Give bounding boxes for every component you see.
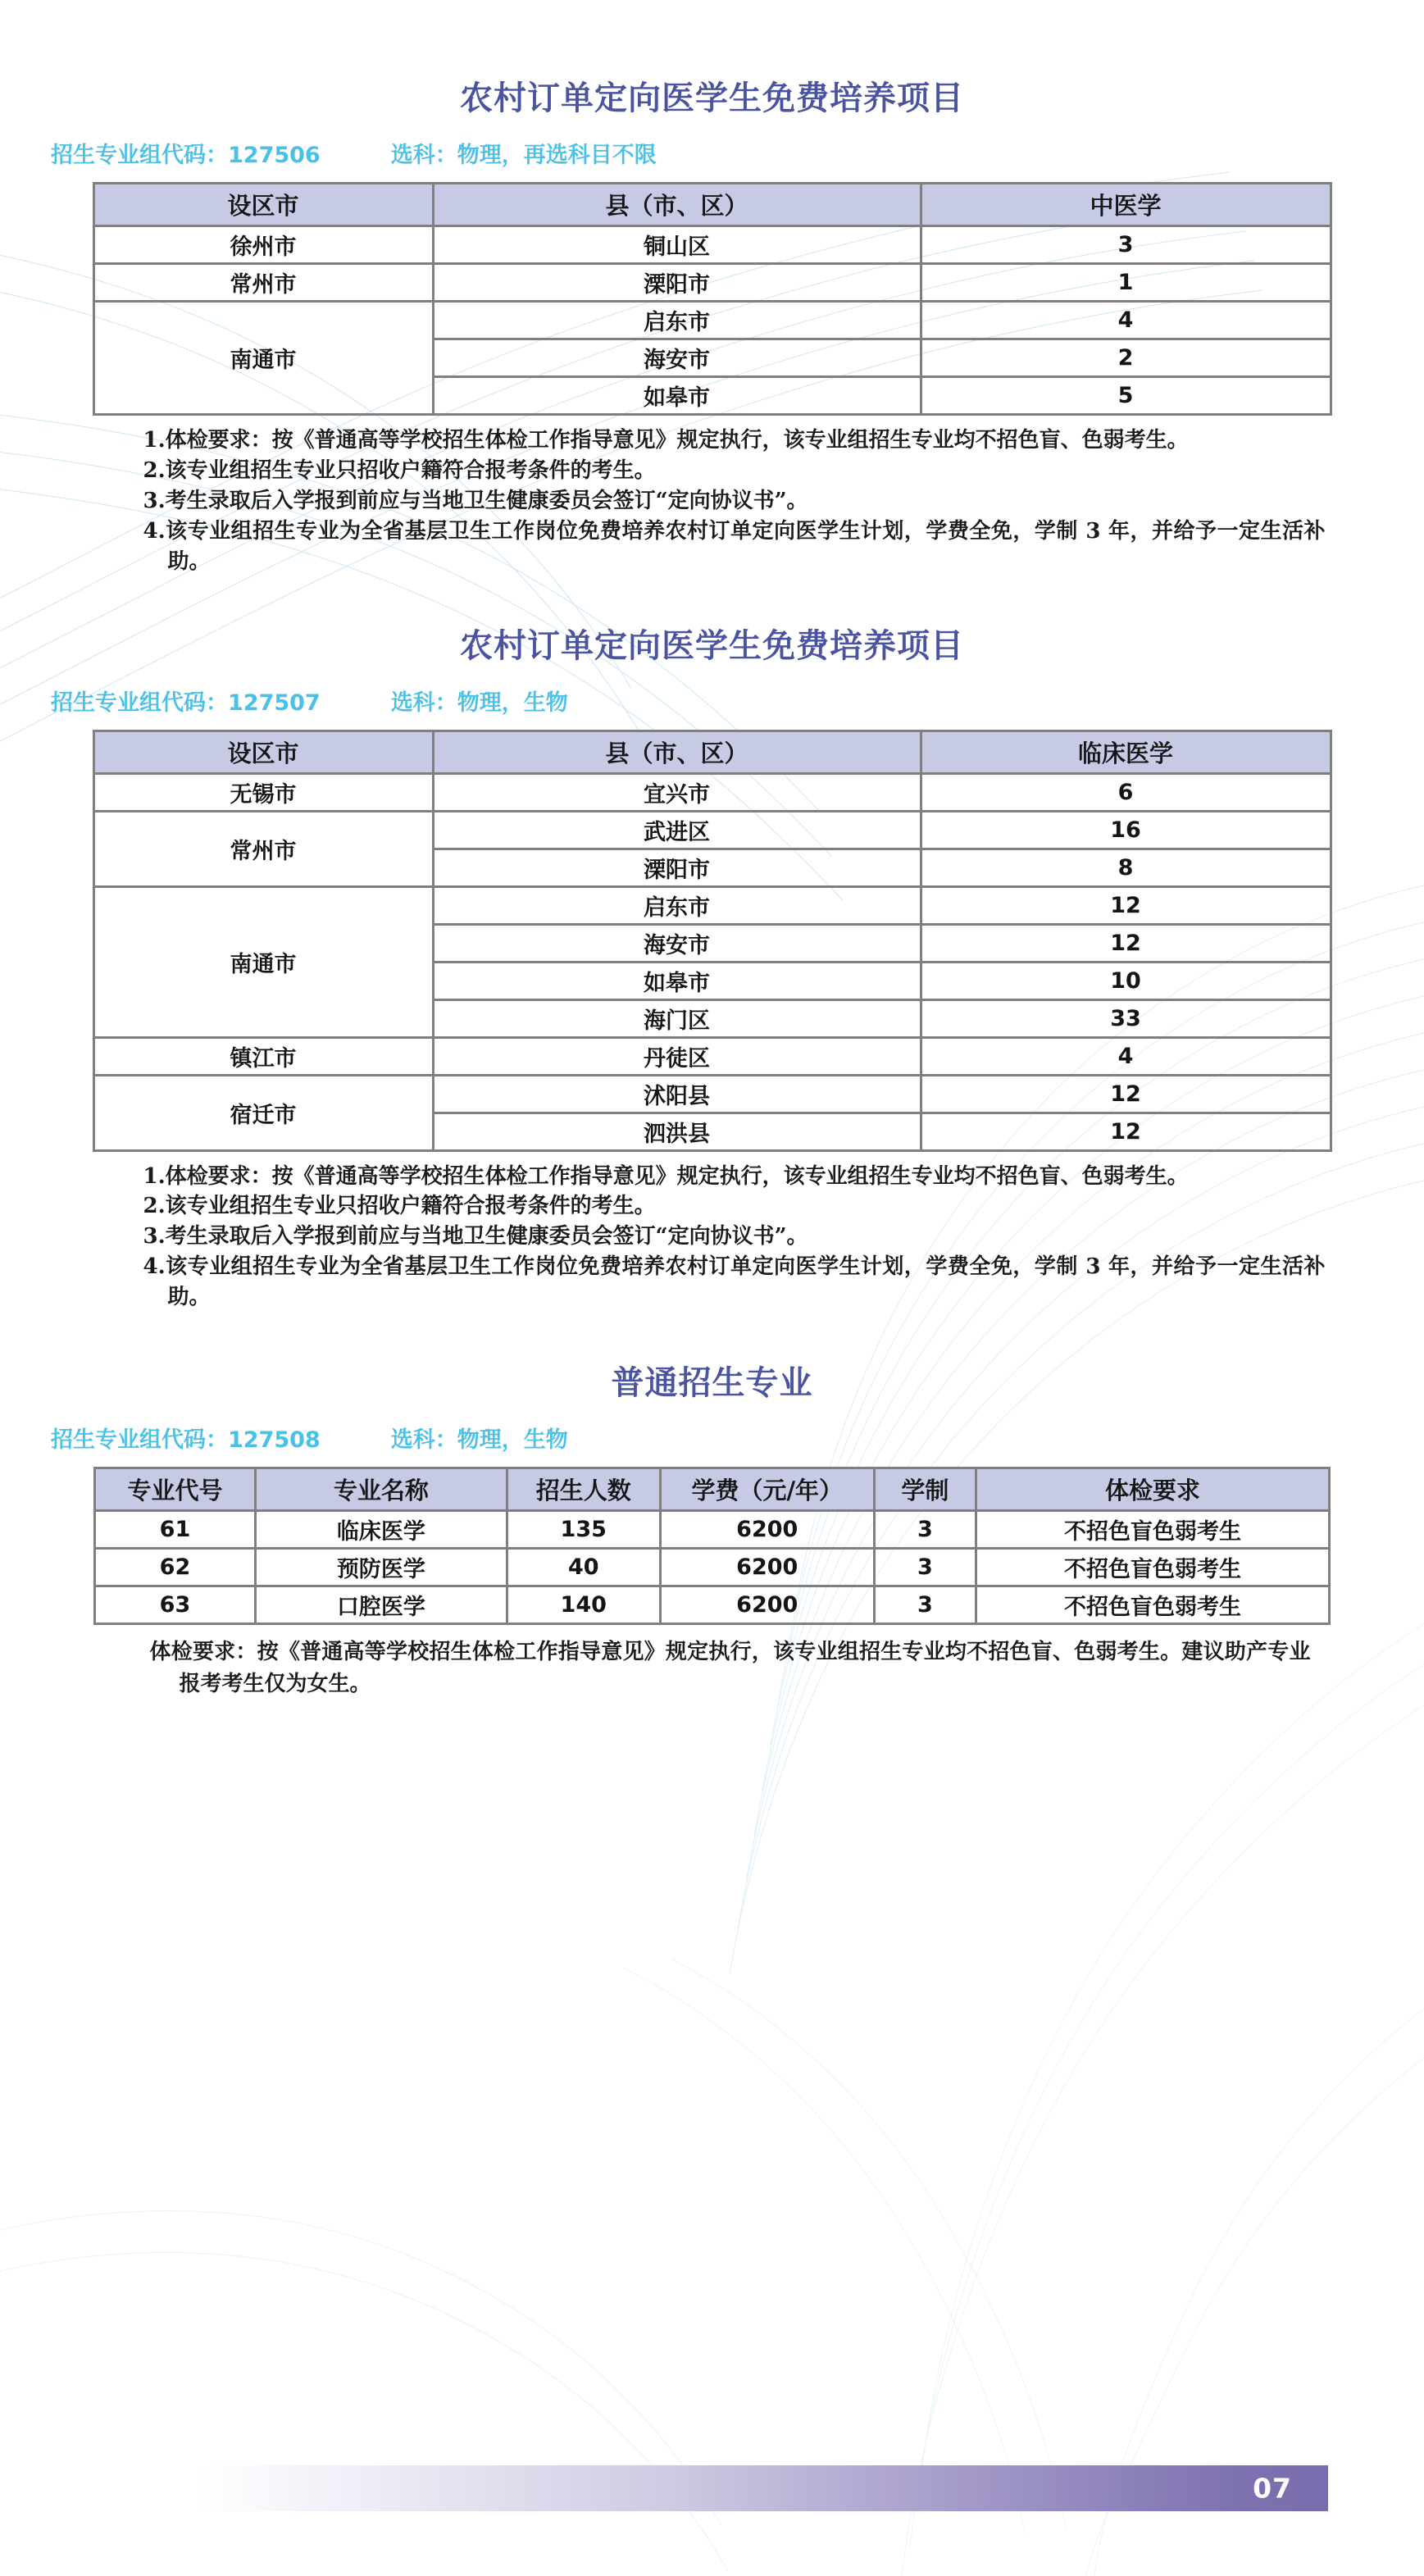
- column-header-major-name: 专业名称: [255, 1468, 507, 1511]
- column-header-enrollment: 招生人数: [507, 1468, 660, 1511]
- meta-row: [0, 1422, 1424, 1454]
- cell-count: 10: [921, 962, 1331, 999]
- plan-table-127507: [93, 730, 1332, 1152]
- note-item: 体检要求：按《普通高等学校招生体检工作指导意见》规定执行，该专业组招生专业均不招色盲、色弱考生。建议助产专业报考考生仅为女生。: [149, 1640, 1311, 1697]
- note-item: 3.考生录取后入学报到前应与当地卫生健康委员会签订“定向协议书”。: [143, 1224, 808, 1249]
- cell-county: 海门区: [433, 999, 921, 1037]
- column-header-tuition: 学费（元/年）: [660, 1468, 874, 1511]
- note-item: 4.该专业组招生专业为全省基层卫生工作岗位免费培养农村订单定向医学生计划，学费全免，学制 3 年，并给予一定生活补助。: [143, 1254, 1326, 1310]
- page-title: 农村订单定向医学生免费培养项目: [460, 626, 964, 665]
- subject-requirement-label: 选科：物理，生物: [390, 690, 568, 716]
- notes-127506: [89, 426, 1335, 577]
- plan-table-127506: [93, 182, 1332, 416]
- cell-city: 常州市: [93, 264, 433, 302]
- cell-city: 常州市: [93, 811, 433, 886]
- note-item: 4.该专业组招生专业为全省基层卫生工作岗位免费培养农村订单定向医学生计划，学费全免，学制 3 年，并给予一定生活补助。: [143, 518, 1326, 574]
- table-header-row: [95, 1468, 1330, 1511]
- column-header-medical: 体检要求: [976, 1468, 1329, 1511]
- cell-count: 12: [921, 886, 1331, 924]
- cell-county: 海安市: [433, 924, 921, 962]
- table-row: [95, 1511, 1330, 1549]
- cell-city: 镇江市: [93, 1037, 433, 1075]
- cell-county: 如皋市: [433, 962, 921, 999]
- cell-count: 12: [921, 1075, 1331, 1113]
- cell-county: 沭阳县: [433, 1075, 921, 1113]
- cell-major-code: 61: [95, 1511, 256, 1549]
- cell-county: 海安市: [433, 339, 921, 377]
- column-header-duration: 学制: [874, 1468, 976, 1511]
- meta-row: [0, 137, 1424, 169]
- cell-city: 南通市: [93, 886, 433, 1037]
- cell-duration: 3: [874, 1511, 976, 1549]
- group-code-label: 招生专业组代码：127508: [51, 1427, 321, 1454]
- cell-city: 无锡市: [93, 773, 433, 811]
- note-item: 2.该专业组招生专业只招收户籍符合报考条件的考生。: [143, 1194, 656, 1219]
- cell-count: 2: [921, 339, 1331, 377]
- cell-medical: 不招色盲色弱考生: [976, 1586, 1329, 1624]
- cell-tuition: 6200: [660, 1511, 874, 1549]
- cell-city: 南通市: [93, 302, 433, 415]
- cell-count: 5: [921, 377, 1331, 415]
- cell-count: 3: [921, 226, 1331, 264]
- cell-count: 1: [921, 264, 1331, 302]
- table-row: [95, 1586, 1330, 1624]
- subject-requirement-label: 选科：物理，生物: [390, 1427, 568, 1454]
- cell-count: 6: [921, 773, 1331, 811]
- cell-county: 启东市: [433, 886, 921, 924]
- cell-enrollment: 135: [507, 1511, 660, 1549]
- footer-bar: [197, 2465, 1328, 2511]
- cell-tuition: 6200: [660, 1586, 874, 1624]
- column-header-city: 设区市: [93, 184, 433, 226]
- cell-count: 16: [921, 811, 1331, 849]
- table-row: [93, 811, 1331, 849]
- section-127508: [0, 1313, 1424, 1700]
- section-127506: [0, 0, 1424, 577]
- cell-enrollment: 140: [507, 1586, 660, 1624]
- note-item: 3.考生录取后入学报到前应与当地卫生健康委员会签订“定向协议书”。: [143, 488, 808, 513]
- cell-city: 宿迁市: [93, 1075, 433, 1150]
- cell-county: 宜兴市: [433, 773, 921, 811]
- note-item: 1.体检要求：按《普通高等学校招生体检工作指导意见》规定执行，该专业组招生专业均不招色盲、色弱考生。: [143, 1163, 1189, 1189]
- table-row: [93, 226, 1331, 264]
- cell-count: 4: [921, 1037, 1331, 1075]
- cell-county: 武进区: [433, 811, 921, 849]
- notes-127507: [89, 1162, 1335, 1313]
- cell-count: 12: [921, 1113, 1331, 1150]
- table-row: [93, 886, 1331, 924]
- cell-county: 启东市: [433, 302, 921, 339]
- cell-count: 33: [921, 999, 1331, 1037]
- note-item: 2.该专业组招生专业只招收户籍符合报考条件的考生。: [143, 457, 656, 483]
- cell-tuition: 6200: [660, 1549, 874, 1586]
- column-header-county: 县（市、区）: [433, 730, 921, 773]
- cell-county: 泗洪县: [433, 1113, 921, 1150]
- table-row: [93, 264, 1331, 302]
- notes-127508: [89, 1636, 1335, 1700]
- cell-city: 徐州市: [93, 226, 433, 264]
- table-row: [93, 302, 1331, 339]
- column-header-major: 中医学: [921, 184, 1331, 226]
- cell-medical: 不招色盲色弱考生: [976, 1511, 1329, 1549]
- cell-enrollment: 40: [507, 1549, 660, 1586]
- cell-county: 溧阳市: [433, 849, 921, 886]
- column-header-major: 临床医学: [921, 730, 1331, 773]
- cell-medical: 不招色盲色弱考生: [976, 1549, 1329, 1586]
- cell-count: 12: [921, 924, 1331, 962]
- group-code-label: 招生专业组代码：127507: [51, 690, 321, 716]
- column-header-major-code: 专业代号: [95, 1468, 256, 1511]
- cell-county: 如皋市: [433, 377, 921, 415]
- page-title: 农村订单定向医学生免费培养项目: [460, 80, 964, 117]
- column-header-county: 县（市、区）: [433, 184, 921, 226]
- page-number: 07: [1253, 2472, 1292, 2505]
- plan-table-127508: [93, 1467, 1331, 1625]
- table-header-row: [93, 730, 1331, 773]
- cell-major-name: 口腔医学: [255, 1586, 507, 1624]
- cell-county: 丹徒区: [433, 1037, 921, 1075]
- table-header-row: [93, 184, 1331, 226]
- cell-duration: 3: [874, 1586, 976, 1624]
- column-header-city: 设区市: [93, 730, 433, 773]
- table-row: [93, 1075, 1331, 1113]
- note-item: 1.体检要求：按《普通高等学校招生体检工作指导意见》规定执行，该专业组招生专业均不招色盲、色弱考生。: [143, 428, 1189, 453]
- page-title: 普通招生专业: [611, 1364, 813, 1403]
- meta-row: [0, 685, 1424, 717]
- cell-count: 4: [921, 302, 1331, 339]
- group-code-label: 招生专业组代码：127506: [51, 143, 321, 168]
- cell-major-name: 预防医学: [255, 1549, 507, 1586]
- cell-duration: 3: [874, 1549, 976, 1586]
- cell-county: 溧阳市: [433, 264, 921, 302]
- cell-major-code: 63: [95, 1586, 256, 1624]
- section-127507: [0, 577, 1424, 1313]
- cell-county: 铜山区: [433, 226, 921, 264]
- cell-count: 8: [921, 849, 1331, 886]
- table-row: [95, 1549, 1330, 1586]
- cell-major-code: 62: [95, 1549, 256, 1586]
- cell-major-name: 临床医学: [255, 1511, 507, 1549]
- table-row: [93, 773, 1331, 811]
- subject-requirement-label: 选科：物理，再选科目不限: [390, 143, 657, 168]
- table-row: [93, 1037, 1331, 1075]
